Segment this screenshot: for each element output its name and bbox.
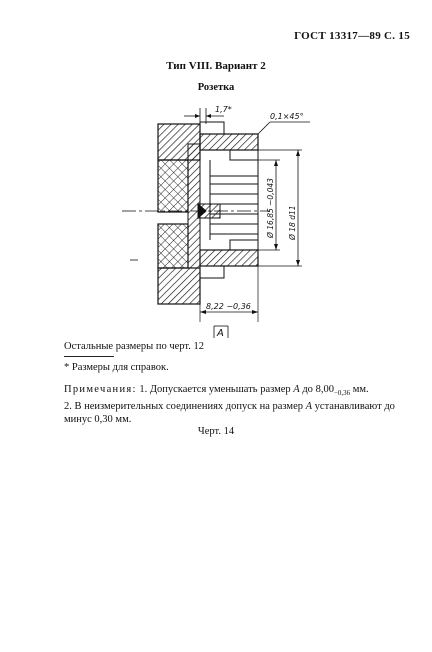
page-header: ГОСТ 13317—89 С. 15: [294, 30, 410, 42]
notes-heading: Примечания:: [64, 384, 137, 395]
dim-inner-text: Ø 16,85 −0,043: [266, 178, 275, 238]
notes-block: [64, 383, 410, 426]
dim-top: [184, 105, 232, 124]
dim-chamfer: [258, 112, 310, 134]
contact-fingers: [198, 160, 258, 240]
note2-text-b: устанавливают до минус 0,30 мм.: [64, 401, 395, 426]
note2-text-a: 2. В неизмерительных соединениях допуск на размер: [64, 401, 303, 413]
footnote: * Размеры для справок.: [64, 362, 169, 373]
body-section: [188, 122, 258, 278]
dim-chamfer-text: 0,1×45°: [270, 112, 304, 121]
note2-var: A: [305, 401, 313, 413]
rest-dimensions-note: Остальные размеры по черт. 12: [64, 341, 204, 352]
note1-value: 8,00: [315, 384, 334, 395]
insulator-section: [158, 160, 188, 268]
note1-tolerance: −0,36: [333, 389, 351, 398]
note1-var: A: [293, 384, 300, 395]
dim-top-text: 1,7*: [215, 105, 232, 114]
note1-text: 1. Допускается уменьшать размер: [139, 384, 291, 395]
note1-mid: до: [302, 384, 313, 395]
dim-length: [200, 266, 258, 339]
figure-title: Тип VIII. Вариант 2: [166, 60, 266, 72]
dim-outer-diameter: [258, 150, 302, 266]
figure-subtitle: Розетка: [197, 82, 235, 93]
dim-inner-diameter: [258, 160, 280, 250]
dim-label-a: A: [217, 328, 224, 339]
dim-length-text: 8,22 −0,36: [206, 302, 251, 311]
dim-outer-text: Ø 18 d11: [288, 205, 297, 240]
note1-unit: мм.: [352, 384, 369, 395]
socket-drawing: [110, 100, 330, 345]
footnote-rule: [64, 356, 114, 357]
figure-caption: Черт. 14: [197, 426, 235, 437]
